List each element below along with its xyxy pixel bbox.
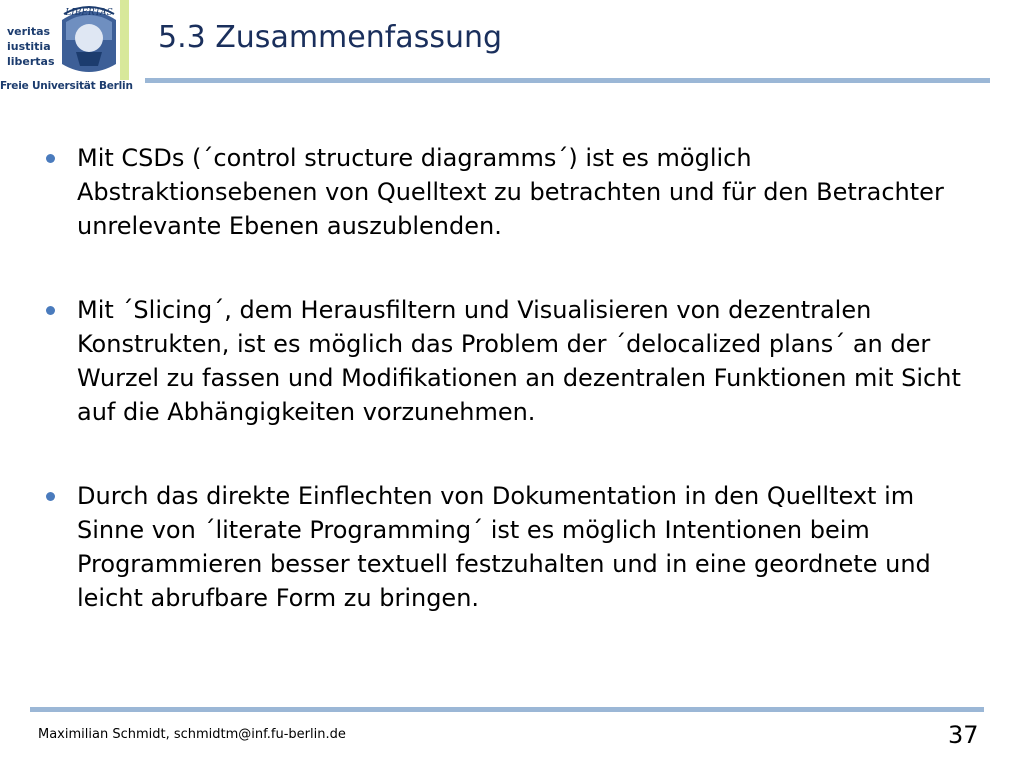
bullet-dot-icon bbox=[46, 154, 55, 163]
bullet-text: Durch das direkte Einflechten von Dokumentation in den Quelltext im Sinne von ´literate Programming´ ist es möglich Intentionen beim Programmieren besser textuell festzuhalten und in eine geordnete und leicht abrufbare Form zu bringen. bbox=[77, 482, 931, 612]
footer-divider bbox=[30, 707, 984, 712]
logo-seal-text: LIBERTAS bbox=[65, 8, 113, 18]
bullet-list bbox=[46, 141, 986, 665]
bullet-item bbox=[46, 479, 986, 615]
logo-seal-icon bbox=[58, 0, 128, 80]
logo-motto-line: libertas bbox=[7, 55, 55, 68]
footer-author: Maximilian Schmidt, schmidtm@inf.fu-berlin.de bbox=[38, 727, 346, 742]
logo-green-bar bbox=[120, 0, 129, 80]
bullet-dot-icon bbox=[46, 306, 55, 315]
logo-university-name: Freie Universität Berlin bbox=[0, 80, 133, 92]
logo-motto bbox=[7, 24, 55, 69]
slide-title: 5.3 Zusammenfassung bbox=[158, 20, 503, 55]
bullet-text: Mit ´Slicing´, dem Herausfiltern und Visualisieren von dezentralen Konstrukten, ist es möglich das Problem der ´delocalized plans´ an der Wurzel zu fassen und Modifikationen an dezentralen Funktionen mit Sicht auf die Abhängigkeiten vorzunehmen. bbox=[77, 296, 961, 426]
logo-motto-line: veritas bbox=[7, 25, 51, 38]
logo-motto-line: iustitia bbox=[7, 40, 51, 53]
bullet-dot-icon bbox=[46, 492, 55, 501]
bullet-item bbox=[46, 293, 986, 429]
bullet-text: Mit CSDs (´control structure diagramms´) ist es möglich Abstraktionsebenen von Quelltext zu betrachten und für den Betrachter unrelevante Ebenen auszublenden. bbox=[77, 144, 944, 240]
bullet-item bbox=[46, 141, 986, 243]
university-logo bbox=[0, 0, 133, 98]
title-divider bbox=[145, 78, 990, 83]
page-number: 37 bbox=[948, 721, 979, 749]
